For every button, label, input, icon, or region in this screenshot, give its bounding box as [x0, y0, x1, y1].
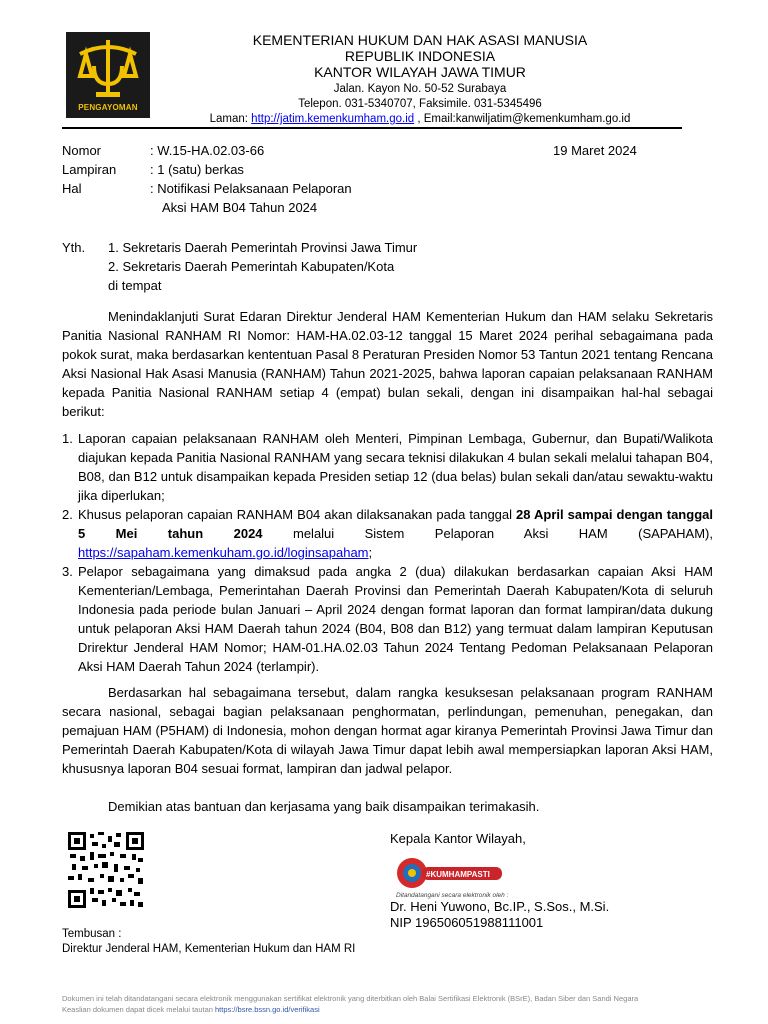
list-item	[62, 505, 713, 562]
esign-brand: #KUMHAMPASTI	[426, 870, 490, 879]
recipient-1: 1. Sekretaris Daerah Pemerintah Provinsi Jawa Timur	[108, 240, 418, 255]
list-number: 3.	[62, 564, 73, 579]
lampiran-label: Lampiran	[62, 162, 117, 177]
list-item-text	[78, 505, 713, 562]
footer-line-1: Dokumen ini telah ditandatangani secara elektronik menggunakan sertifikat elektronik yang diterbitkan oleh Balai Sertifikasi Elektronik (BSrE), Badan Siber dan Sandi Negara	[62, 994, 639, 1003]
website-link[interactable]: http://jatim.kemenkumham.go.id	[251, 113, 415, 125]
office-address: Jalan. Kayon No. 50-52 Surabaya	[333, 83, 507, 95]
country-name: REPUBLIK INDONESIA	[344, 48, 496, 64]
esign-note: Ditandatangani secara elektronik oleh :	[396, 892, 509, 899]
item2-text-start: Khusus pelaporan capaian RANHAM B04 akan dilaksanakan pada tanggal	[78, 507, 517, 522]
recipient-2: 2. Sekretaris Daerah Pemerintah Kabupaten/Kota	[108, 259, 395, 274]
numbered-list	[62, 429, 713, 676]
sapaham-link[interactable]: https://sapaham.kemenkuham.go.id/loginsapaham	[78, 545, 369, 560]
thanks-paragraph: Demikian atas bantuan dan kerjasama yang baik disampaikan terimakasih.	[108, 799, 540, 814]
office-web-line	[160, 112, 680, 127]
item2-text-mid: melalui Sistem Pelaporan Aksi HAM (SAPAHAM),	[262, 526, 713, 541]
yth-label: Yth.	[62, 240, 86, 255]
list-number: 1.	[62, 431, 73, 446]
letterhead	[160, 32, 680, 127]
verification-link[interactable]: https://bsre.bssn.go.id/verifikasi	[215, 1005, 320, 1014]
ministry-logo	[66, 32, 150, 118]
signatory-nip: NIP 196506051988111001	[390, 915, 544, 930]
signatory-name: Dr. Heni Yuwono, Bc.IP., S.Sos., M.Si.	[390, 899, 610, 914]
office-email: , Email:kanwiljatim@kemenkumham.go.id	[414, 113, 631, 125]
hal-label: Hal	[62, 181, 82, 196]
list-item	[62, 562, 713, 676]
tembusan-label: Tembusan :	[62, 928, 122, 940]
letterhead-divider	[62, 127, 682, 129]
list-item	[62, 429, 713, 505]
item2-text-end: ;	[368, 545, 373, 560]
web-label: Laman:	[209, 113, 252, 125]
office-phone: Telepon. 031-5340707, Faksimile. 031-5345496	[298, 98, 542, 110]
intro-paragraph: Menindaklanjuti Surat Edaran Direktur Jenderal HAM Kementerian Hukum dan HAM selaku Sekretaris Panitia Nasional RANHAM RI Nomor: HAM-HA.02.03-12 tanggal 15 Maret 2024 perihal sebagaimana pada pokok surat, maka berdasarkan kententuan Pasal 8 Peraturan Presiden Nomor 53 Tantun 2021 tentang Rencana Aksi Nasional Hak Asasi Manusia (RANHAM) Tahun 2021-2025, bahwa laporan capaian pelaksanaan RANHAM kepada Panitia Nasional RANHAM setiap 4 (empat) bulan sekali, dengan ini disampaikan hal-hal sebagai berikut:	[62, 309, 713, 419]
list-item-text: Pelapor sebagaimana yang dimaksud pada angka 2 (dua) dilakukan berdasarkan capaian Aksi HAM Kementerian/Lembaga, Pemerintahan Daerah Provinsi dan Pemerintah Daerah Kabupaten/Kota di seluruh Indonesia pada periode bulan Januari – April 2024 dengan format laporan dan format lampiran/data dukung untuk pelaporan Aksi HAM Daerah tahun 2024 (B04, B08 dan B12) yang termuat dalam lampiran Keputusan Drirektur Jenderal HAM Nomor; HAM-01.HA.02.03 Tahun 2024 Tentang Pedoman Pelaksanaan Pelaporan Aksi HAM Daerah Tahun 2024 (terlampir).	[78, 564, 713, 674]
signatory-title: Kepala Kantor Wilayah,	[390, 831, 526, 846]
recipient-place: di tempat	[108, 278, 162, 293]
footer-line-2	[62, 1004, 712, 1015]
hal-value-1: : Notifikasi Pelaksanaan Pelaporan	[150, 181, 352, 196]
nomor-value: : W.15-HA.02.03-66	[150, 143, 265, 158]
lampiran-value: : 1 (satu) berkas	[150, 162, 244, 177]
qr-code-icon	[68, 832, 144, 908]
e-signature-stamp	[394, 855, 514, 903]
qr-code	[68, 832, 144, 908]
nomor-label: Nomor	[62, 143, 102, 158]
ministry-name: KEMENTERIAN HUKUM DAN HAK ASASI MANUSIA	[252, 32, 588, 48]
e-signature-icon	[394, 855, 514, 903]
list-number: 2.	[62, 507, 73, 522]
logo-caption: PENGAYOMAN	[78, 103, 138, 112]
footer-line-2-text: Keaslian dokumen dapat dicek melalui tautan	[62, 1005, 216, 1014]
list-item-text: Laporan capaian pelaksanaan RANHAM oleh Menteri, Pimpinan Lembaga, Gubernur, dan Bupati/Walikota diajukan kepada Panitia Nasional RANHAM yang secara teknisi dilakukan 4 bulan sekali melalui tahapan B04, B08, dan B12 untuk disampaikan kepada Presiden setiap 12 (dua belas) bulan sekali dan/atau sewaktu-waktu jika diperlukan;	[78, 431, 713, 503]
closing-paragraph: Berdasarkan hal sebagaimana tersebut, dalam rangka kesuksesan pelaksanaan program RANHAM secara nasional, sebagai bagian pelaksanaan penghormatan, perlindungan, pemenuhan, penegakan, dan pemajuan HAM (P5HAM) di Indonesia, mohon dengan hormat agar kiranya Pemerintah Provinsi Jawa Timur dan Pemerintah Daerah Kabupaten/Kota di wilayah Jawa Timur dapat lebih awal mempersiapkan laporan Aksi HAM, khususnya laporan B04 sesuai format, lampiran dan jadwal pelapor.	[62, 685, 713, 776]
hal-value-2: Aksi HAM B04 Tahun 2024	[162, 200, 318, 215]
deadline-text: 28 April sampai dengan tanggal 5 Mei tahun 2024	[78, 507, 713, 541]
office-name: KANTOR WILAYAH JAWA TIMUR	[314, 64, 526, 80]
tembusan-recipient: Direktur Jenderal HAM, Kementerian Hukum dan HAM RI	[62, 943, 356, 955]
e-sign-footer	[62, 993, 712, 1015]
letter-date: 19 Maret 2024	[553, 143, 637, 158]
